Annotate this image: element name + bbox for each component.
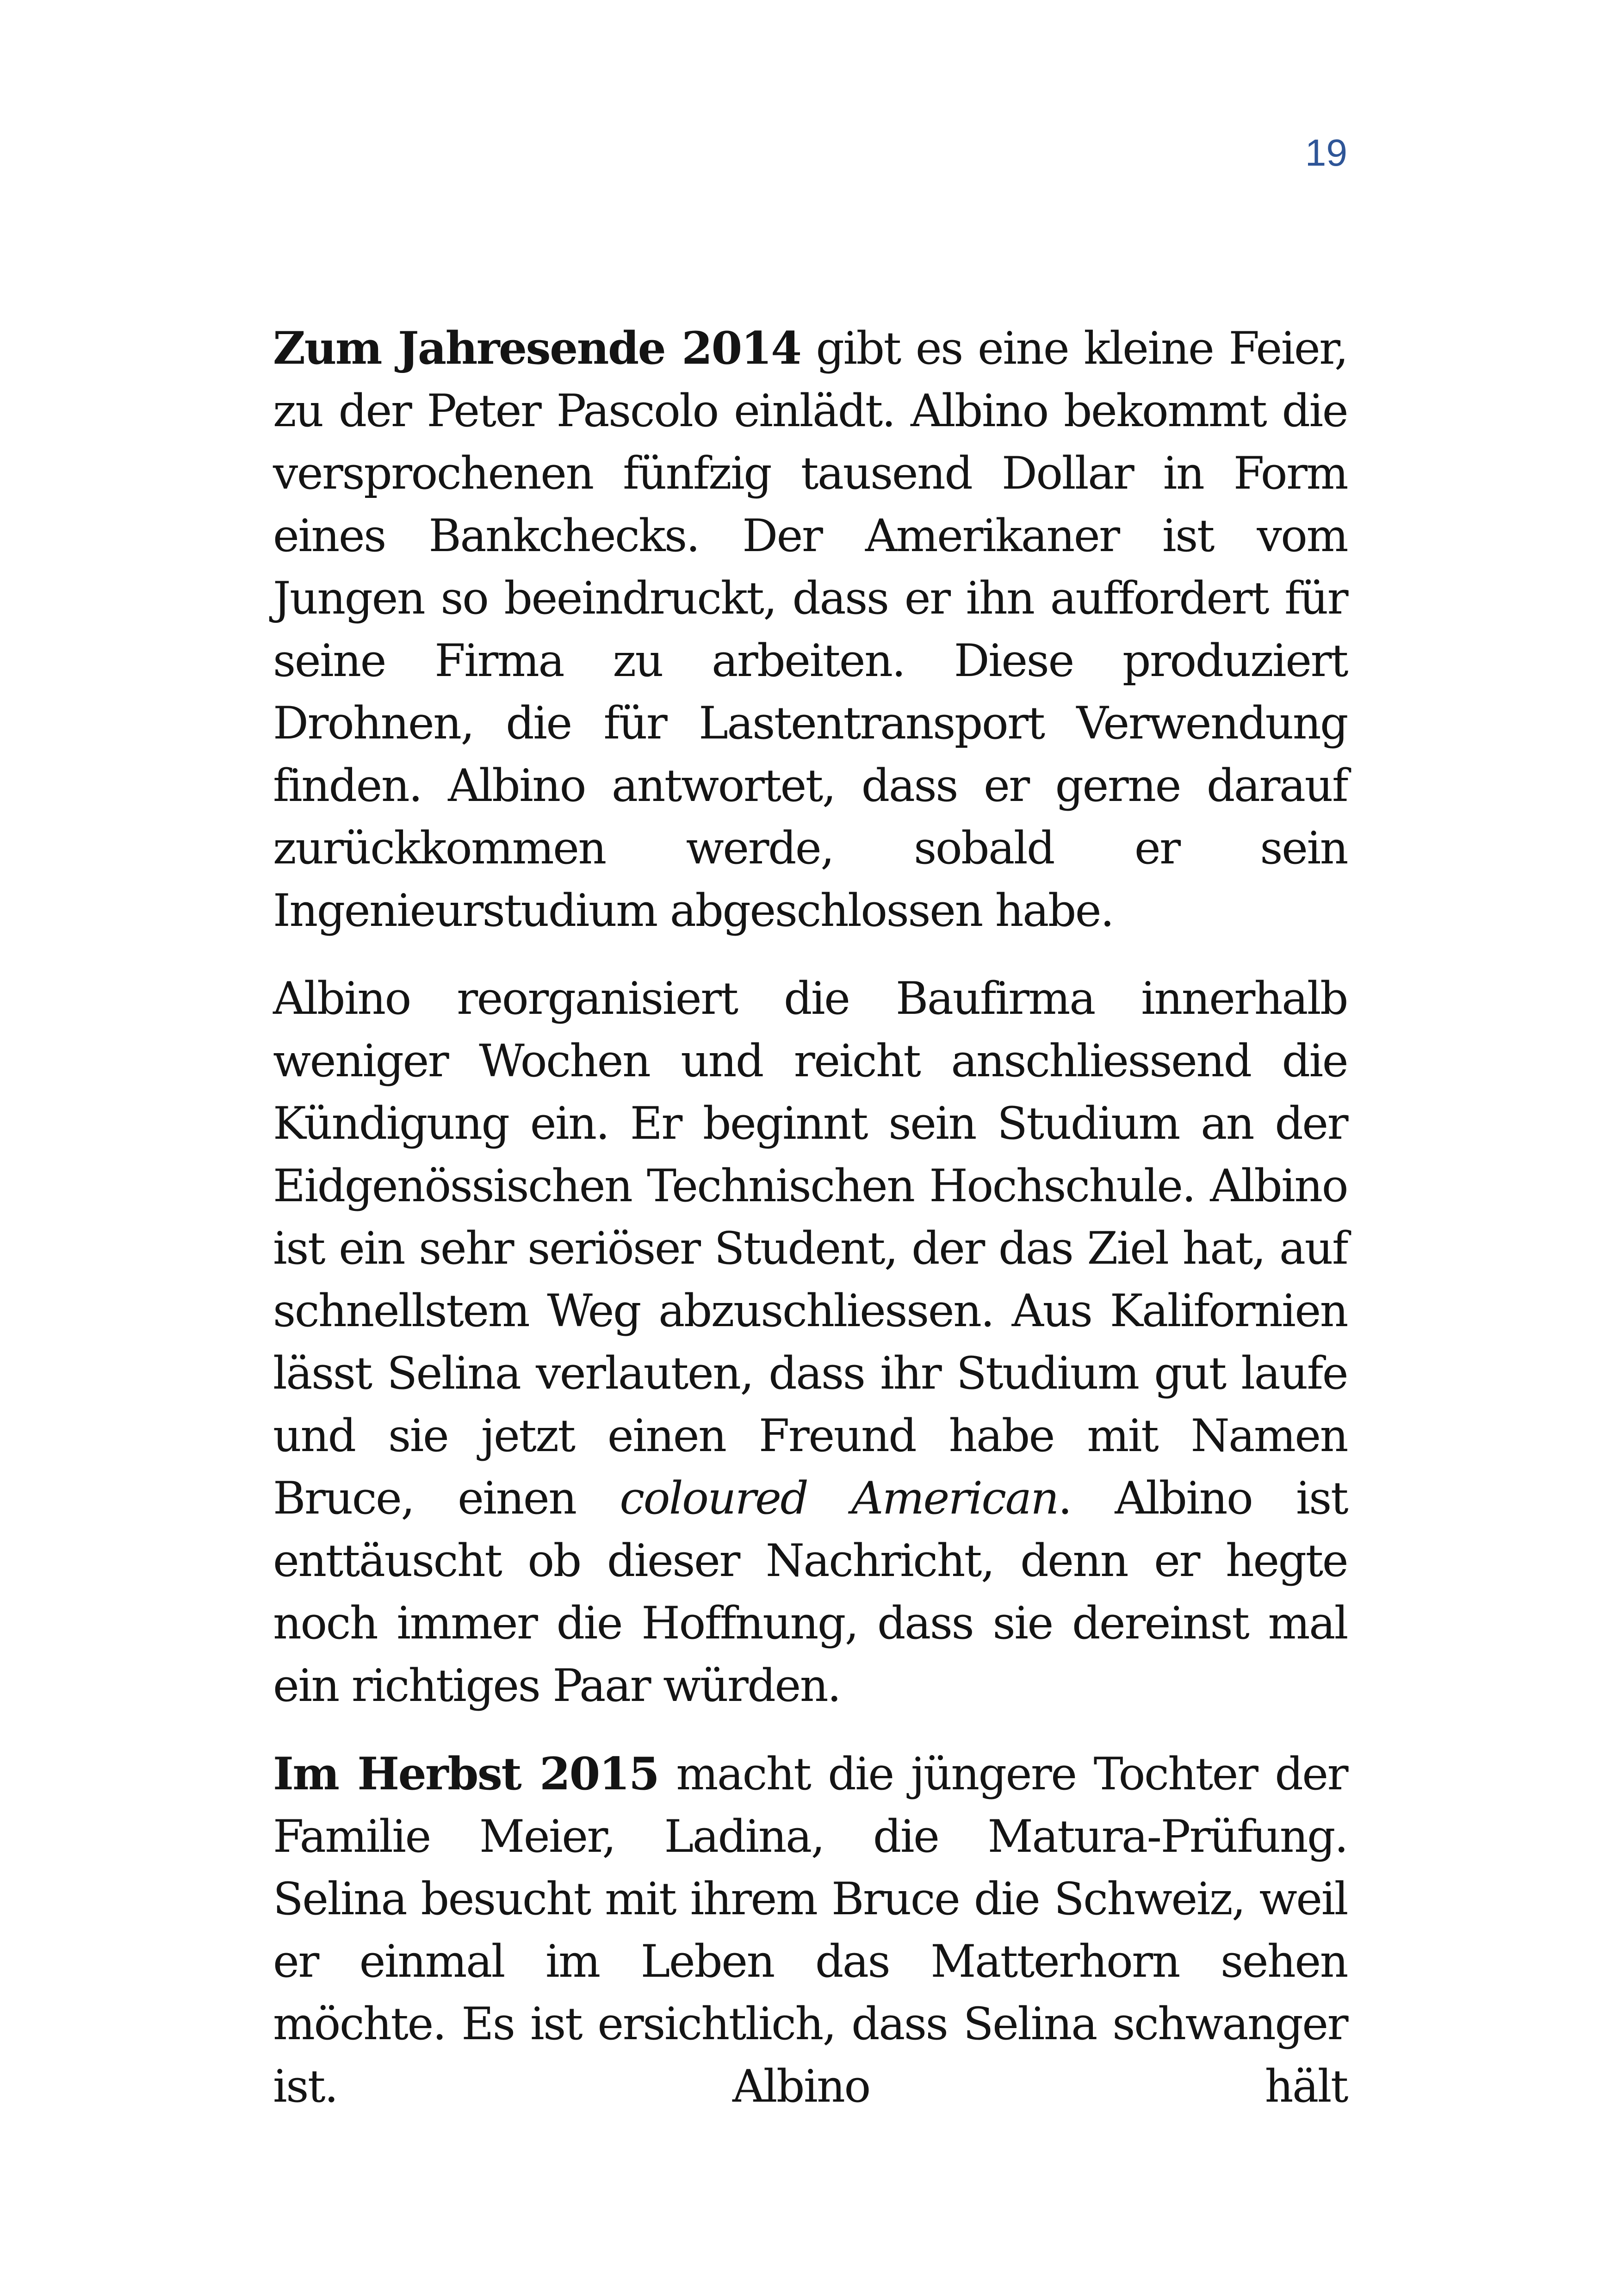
paragraph-3	[273, 1743, 1347, 2118]
paragraph-1-text: gibt es eine kleine Feier, zu der Peter Pascolo einlädt. Albino bekommt die versprochenen fünfzig tausend Dollar in Form eines Bankchecks. Der Amerikaner ist vom Jungen so beeindruckt, dass er ihn auffordert für seine Firma zu arbeiten. Diese produziert Drohnen, die für Lastentransport Verwendung finden. Albino antwortet, dass er gerne darauf zurückkommen werde, sobald er sein Ingenieurstudium abgeschlossen habe.	[273, 323, 1348, 937]
paragraph-1	[273, 317, 1347, 942]
paragraph-2-text-b: . Albino ist enttäuscht ob dieser Nachricht, denn er hegte noch immer die Hoffnung, dass sie dereinst mal ein richtiges Paar würden.	[273, 1472, 1348, 1712]
paragraph-2	[273, 968, 1347, 1717]
paragraph-1-lead: Zum Jahresende 2014	[273, 322, 801, 374]
body-text	[273, 317, 1347, 2143]
page-number: 19	[1305, 132, 1347, 174]
paragraph-2-text-a: Albino reorganisiert die Baufirma innerhalb weniger Wochen und reicht anschliessend die Kündigung ein. Er beginnt sein Studium an der Eidgenössischen Technischen Hochschule. Albino ist ein sehr seriöser Student, der das Ziel hat, auf schnellstem Weg abzuschliessen. Aus Kalifornien lässt Selina verlauten, dass ihr Studium gut laufe und sie jetzt einen Freund habe mit Namen Bruce, einen	[273, 973, 1347, 1524]
paragraph-2-italic: coloured American	[620, 1472, 1058, 1524]
paragraph-3-lead: Im Herbst 2015	[273, 1748, 659, 1800]
paragraph-3-text: macht die jüngere Tochter der Familie Meier, Ladina, die Matura-Prüfung. Selina besucht mit ihrem Bruce die Schweiz, weil er einmal im Leben das Matterhorn sehen möchte. Es ist ersichtlich, dass Selina schwanger ist. Albino hält	[273, 1748, 1348, 2112]
